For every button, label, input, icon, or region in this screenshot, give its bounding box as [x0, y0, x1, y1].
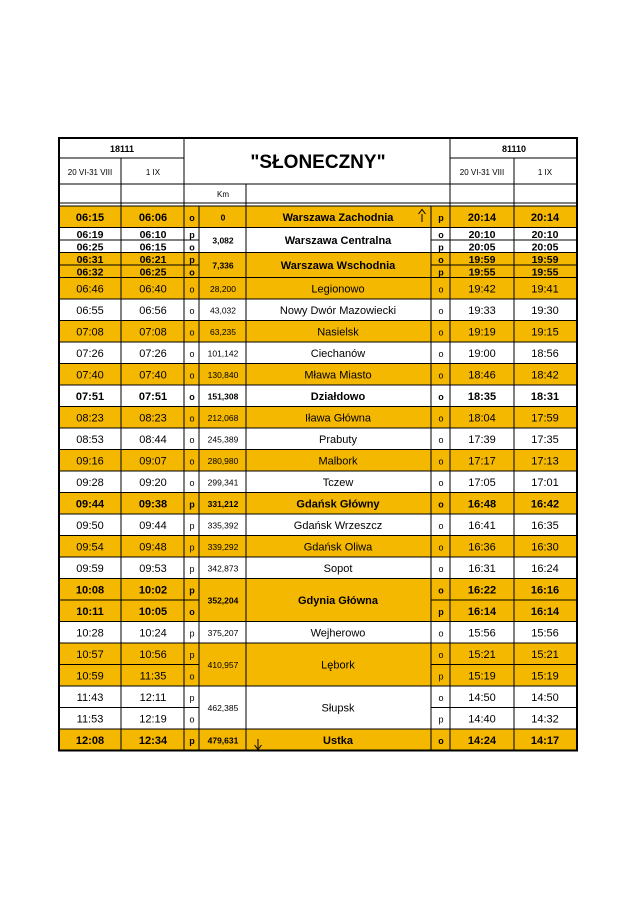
stop-flag-right: o	[438, 542, 444, 553]
stop-flag-left: o	[189, 714, 195, 725]
return-time-d: 18:56	[531, 347, 559, 360]
stop-flag-left: p	[189, 735, 195, 746]
return-time-d: 17:13	[531, 455, 559, 468]
return-time-c: 14:40	[468, 713, 496, 726]
return-time-c: 16:22	[467, 584, 497, 597]
stop-flag-right: o	[438, 456, 444, 467]
station-row	[76, 305, 559, 317]
station-km: 331,212	[207, 498, 239, 509]
return-time-d: 20:14	[530, 211, 560, 224]
station-km: 0	[220, 212, 226, 223]
station-km: 280,980	[207, 455, 239, 466]
return-time-c: 14:50	[468, 691, 496, 704]
return-time-c: 15:56	[468, 627, 496, 640]
return-time-d: 16:14	[530, 605, 560, 618]
station-km: 43,032	[210, 305, 236, 316]
departure-time-b: 12:34	[138, 734, 168, 747]
station-name: Nowy Dwór Mazowiecki	[279, 304, 397, 317]
return-time-c: 15:19	[468, 670, 496, 683]
departure-time-b: 11:35	[139, 670, 167, 683]
return-time-d: 14:17	[530, 734, 560, 747]
departure-time-b: 06:10	[139, 228, 167, 241]
departure-time-b: 10:02	[138, 584, 168, 597]
stop-flag-left: o	[189, 284, 195, 295]
station-name: Gdańsk Wrzeszcz	[293, 519, 383, 532]
departure-time-a: 09:50	[76, 519, 104, 532]
return-time-c: 19:59	[468, 253, 496, 266]
return-time-c: 20:10	[468, 228, 496, 241]
stop-flag-right: o	[438, 499, 444, 510]
return-time-d: 19:30	[531, 304, 559, 317]
departure-time-a: 08:23	[76, 412, 104, 425]
departure-time-b: 09:38	[138, 498, 168, 511]
stop-flag-left: p	[189, 563, 195, 574]
station-km: 28,200	[210, 283, 236, 294]
return-time-d: 15:19	[531, 670, 559, 683]
stop-flag-right: o	[438, 585, 444, 596]
stop-flag-right: o	[438, 305, 444, 316]
station-km: 151,308	[207, 391, 239, 402]
departure-time-b: 06:21	[139, 253, 167, 266]
departure-time-a: 10:28	[76, 627, 104, 640]
stop-flag-left: o	[189, 456, 195, 467]
station-km: 212,068	[207, 412, 239, 423]
stop-flag-right: o	[438, 735, 444, 746]
station-name: Warszawa Wschodnia	[280, 260, 396, 272]
departure-time-b: 12:11	[139, 691, 167, 704]
station-km: 410,957	[207, 660, 239, 670]
departure-time-a: 09:54	[76, 541, 104, 554]
departure-time-a: 06:19	[76, 228, 104, 241]
departure-time-a: 07:40	[76, 369, 104, 382]
return-time-c: 17:05	[468, 476, 496, 489]
return-time-d: 14:32	[531, 713, 559, 726]
departure-time-a: 08:53	[76, 433, 104, 446]
stop-flag-right: o	[438, 628, 444, 639]
stop-flag-right: p	[438, 267, 444, 278]
return-time-d: 19:55	[531, 266, 559, 279]
station-row	[76, 498, 559, 510]
stop-flag-right: p	[438, 606, 444, 617]
return-time-c: 18:46	[468, 369, 496, 382]
station-name: Nasielsk	[317, 326, 359, 339]
departure-time-b: 09:53	[139, 562, 167, 575]
return-time-d: 16:42	[530, 498, 560, 511]
departure-time-b: 09:20	[139, 476, 167, 489]
return-time-c: 19:42	[468, 283, 496, 296]
stop-flag-left: o	[189, 606, 195, 617]
station-row	[77, 229, 559, 254]
departure-time-a: 12:08	[75, 734, 105, 747]
station-row	[76, 412, 559, 424]
station-km: 299,341	[207, 477, 239, 488]
station-name: Ciechanów	[310, 347, 366, 360]
stop-flag-left: o	[189, 370, 195, 381]
station-row	[76, 391, 559, 403]
km-header: Km	[217, 190, 229, 199]
departure-time-b: 07:51	[138, 390, 168, 403]
departure-time-b: 10:56	[139, 648, 167, 661]
station-row	[76, 212, 560, 224]
departure-time-b: 07:40	[139, 369, 167, 382]
station-km: 3,082	[212, 235, 234, 246]
departure-time-a: 06:32	[76, 266, 104, 279]
station-row	[76, 369, 559, 381]
return-time-c: 19:55	[468, 266, 496, 279]
station-name: Gdynia Główna	[297, 595, 379, 607]
departure-time-b: 06:40	[139, 283, 167, 296]
station-name: Działdowo	[310, 390, 366, 403]
station-name: Słupsk	[321, 702, 355, 715]
return-time-d: 16:35	[531, 519, 559, 532]
departure-time-b: 09:07	[139, 455, 167, 468]
return-time-d: 20:05	[531, 241, 559, 254]
station-km: 245,389	[207, 434, 239, 445]
stop-flag-left: o	[189, 212, 195, 223]
stop-flag-right: o	[438, 348, 444, 359]
station-km: 63,235	[210, 326, 236, 337]
return-time-d: 19:59	[531, 253, 559, 266]
stop-flag-right: o	[438, 649, 444, 660]
period-header-b: 1 IX	[145, 168, 161, 177]
stop-flag-right: o	[438, 391, 444, 402]
departure-time-a: 11:43	[76, 691, 104, 704]
departure-time-a: 09:59	[76, 562, 104, 575]
departure-time-a: 10:11	[76, 605, 104, 618]
stop-flag-right: p	[438, 212, 444, 223]
stop-flag-left: o	[189, 267, 195, 278]
departure-time-b: 08:44	[139, 433, 167, 446]
station-km: 342,873	[207, 563, 239, 574]
departure-time-b: 06:06	[138, 211, 168, 224]
return-time-c: 19:19	[468, 326, 496, 339]
return-time-c: 20:05	[468, 241, 496, 254]
return-time-d: 16:16	[530, 584, 560, 597]
departure-time-a: 06:15	[75, 211, 105, 224]
departure-time-b: 06:15	[139, 241, 167, 254]
return-time-d: 17:35	[531, 433, 559, 446]
stop-flag-right: p	[438, 714, 444, 725]
stop-flag-right: p	[438, 242, 444, 253]
return-time-d: 17:01	[531, 476, 559, 489]
departure-time-a: 09:44	[75, 498, 105, 511]
period-header-d: 1 IX	[537, 168, 553, 177]
station-name: Mława Miasto	[304, 369, 372, 382]
stop-flag-right: o	[438, 692, 444, 703]
stop-flag-left: p	[189, 499, 195, 510]
return-time-d: 16:30	[531, 541, 559, 554]
return-time-c: 16:36	[468, 541, 496, 554]
return-time-d: 15:56	[531, 627, 559, 640]
stop-flag-left: o	[189, 671, 195, 682]
departure-time-b: 09:44	[139, 519, 167, 532]
departure-time-b: 10:05	[138, 605, 168, 618]
return-time-c: 18:35	[467, 390, 497, 403]
stop-flag-left: o	[189, 242, 195, 253]
station-km: 352,204	[207, 595, 239, 606]
departure-time-a: 07:26	[76, 347, 104, 360]
return-time-d: 20:10	[531, 228, 559, 241]
stop-flag-right: o	[438, 229, 444, 240]
return-time-c: 20:14	[467, 211, 497, 224]
stop-flag-right: o	[438, 254, 444, 265]
departure-time-b: 09:48	[139, 541, 167, 554]
station-name: Gdańsk Główny	[296, 498, 380, 511]
station-row	[76, 455, 559, 467]
stop-flag-left: o	[189, 305, 195, 316]
return-time-c: 18:04	[468, 412, 496, 425]
station-name: Prabuty	[319, 433, 357, 446]
stop-flag-left: p	[189, 628, 195, 639]
departure-time-b: 12:19	[139, 713, 167, 726]
stop-flag-left: p	[189, 542, 195, 553]
stop-flag-right: o	[438, 477, 444, 488]
station-km: 7,336	[212, 260, 234, 271]
station-row	[76, 627, 559, 639]
return-time-c: 17:39	[468, 433, 496, 446]
train-name: "SŁONECZNY"	[250, 152, 386, 173]
station-row	[76, 348, 559, 360]
return-time-c: 19:33	[468, 304, 496, 317]
stop-flag-left: o	[189, 348, 195, 359]
departure-time-b: 06:25	[139, 266, 167, 279]
station-name: Gdańsk Oliwa	[303, 541, 373, 554]
return-time-d: 16:24	[531, 562, 559, 575]
return-time-d: 19:41	[531, 283, 559, 296]
departure-time-a: 07:51	[75, 390, 105, 403]
departure-time-a: 09:16	[76, 455, 104, 468]
station-row	[76, 520, 559, 532]
train-number-right: 81110	[501, 144, 527, 154]
departure-time-b: 07:26	[139, 347, 167, 360]
return-time-d: 14:50	[531, 691, 559, 704]
departure-time-a: 07:08	[76, 326, 104, 339]
return-time-c: 16:41	[468, 519, 496, 532]
station-row	[76, 541, 559, 553]
return-time-d: 15:21	[531, 648, 559, 661]
departure-time-a: 10:57	[76, 648, 104, 661]
stop-flag-left: o	[189, 391, 195, 402]
departure-time-a: 06:55	[76, 304, 104, 317]
stop-flag-right: p	[438, 671, 444, 682]
return-time-d: 19:15	[531, 326, 559, 339]
stop-flag-right: o	[438, 563, 444, 574]
departure-time-a: 11:53	[76, 713, 104, 726]
departure-time-a: 06:25	[76, 241, 104, 254]
stop-flag-left: p	[189, 649, 195, 660]
departure-time-a: 06:31	[76, 253, 104, 266]
train-number-left: 18111	[109, 144, 135, 154]
stop-flag-left: p	[189, 520, 195, 531]
station-km: 479,631	[207, 735, 239, 746]
station-name: Malbork	[318, 455, 358, 468]
stop-flag-left: p	[189, 229, 195, 240]
stop-flag-left: p	[189, 585, 195, 596]
stop-flag-left: o	[189, 413, 195, 424]
stop-flag-right: o	[438, 284, 444, 295]
stop-flag-right: o	[438, 370, 444, 381]
station-row	[76, 326, 559, 338]
departure-time-a: 09:28	[76, 476, 104, 489]
return-time-c: 15:21	[468, 648, 496, 661]
station-km: 375,207	[207, 627, 239, 638]
station-name: Iława Główna	[304, 412, 372, 425]
station-km: 335,392	[207, 520, 239, 531]
station-km: 130,840	[207, 369, 239, 380]
return-time-c: 16:48	[467, 498, 497, 511]
return-time-c: 16:31	[468, 562, 496, 575]
station-name: Legionowo	[311, 283, 365, 296]
stop-flag-right: o	[438, 434, 444, 445]
stop-flag-right: o	[438, 413, 444, 424]
period-header-c: 20 VI-31 VIII	[459, 168, 505, 177]
return-time-c: 17:17	[468, 455, 496, 468]
stop-flag-left: p	[189, 254, 195, 265]
return-time-c: 16:14	[467, 605, 497, 618]
station-name: Wejherowo	[310, 627, 366, 640]
station-name: Ustka	[323, 734, 353, 747]
stop-flag-left: o	[189, 327, 195, 338]
departure-time-b: 10:24	[139, 627, 167, 640]
station-row	[76, 434, 559, 446]
return-time-d: 17:59	[531, 412, 559, 425]
station-km: 101,142	[207, 348, 239, 359]
station-name: Warszawa Zachodnia	[282, 211, 394, 224]
departure-time-b: 08:23	[139, 412, 167, 425]
station-km: 339,292	[207, 541, 239, 552]
return-time-c: 14:24	[467, 734, 497, 747]
departure-time-b: 06:56	[139, 304, 167, 317]
return-time-d: 18:31	[530, 390, 560, 403]
period-header-a: 20 VI-31 VIII	[67, 168, 113, 177]
station-km: 462,385	[207, 703, 239, 713]
return-time-d: 18:42	[531, 369, 559, 382]
station-name: Tczew	[322, 476, 354, 489]
station-name: Warszawa Centralna	[284, 235, 392, 247]
departure-time-a: 10:08	[75, 584, 105, 597]
station-row	[76, 477, 559, 489]
return-time-c: 19:00	[468, 347, 496, 360]
stop-flag-left: p	[189, 692, 195, 703]
stop-flag-left: o	[189, 477, 195, 488]
station-row	[76, 283, 559, 295]
station-name: Sopot	[323, 562, 353, 575]
stop-flag-left: o	[189, 434, 195, 445]
stop-flag-right: o	[438, 520, 444, 531]
stop-flag-right: o	[438, 327, 444, 338]
station-row	[76, 563, 559, 575]
departure-time-b: 07:08	[139, 326, 167, 339]
station-name: Lębork	[321, 659, 355, 672]
station-row	[77, 692, 559, 726]
departure-time-a: 10:59	[76, 670, 104, 683]
departure-time-a: 06:46	[76, 283, 104, 296]
